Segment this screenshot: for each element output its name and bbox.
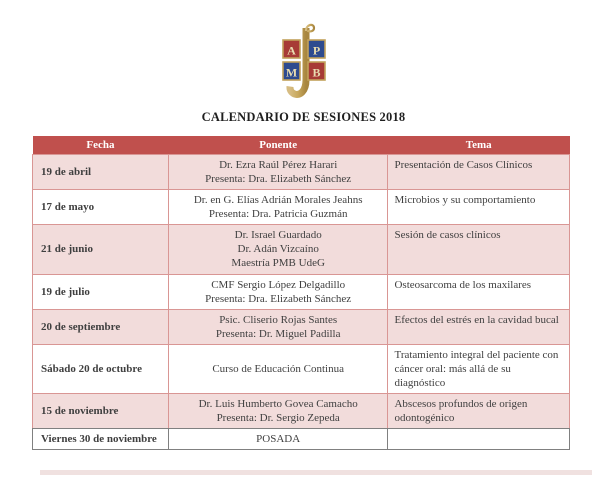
session-presenter-line: Presenta: Dr. Miguel Padilla — [215, 327, 341, 340]
session-topic: Sesión de casos clínicos — [388, 225, 570, 274]
session-row — [33, 429, 570, 450]
col-header-tema: Tema — [388, 136, 570, 155]
session-presenter-line: Dr. en G. Elías Adrián Morales Jeahns — [193, 194, 363, 207]
session-presenter — [168, 429, 388, 450]
session-date: Sábado 20 de octubre — [33, 344, 169, 393]
session-row — [33, 155, 570, 190]
logo-letter-m: M — [285, 65, 297, 80]
sessions-table — [32, 136, 570, 450]
session-presenter-line: Maestría PMB UdeG — [231, 257, 325, 270]
sessions-table-container — [32, 136, 570, 450]
session-presenter-line: POSADA — [256, 433, 301, 446]
session-presenter-line: CMF Sergio López Delgadillo — [211, 278, 346, 291]
session-topic: Efectos del estrés en la cavidad bucal — [388, 309, 570, 344]
session-topic: Tratamiento integral del paciente con cáncer oral: más allá de su diagnóstico — [388, 344, 570, 393]
session-presenter — [168, 274, 388, 309]
session-presenter — [168, 394, 388, 429]
page-title: CALENDARIO DE SESIONES 2018 — [201, 110, 406, 124]
session-row — [33, 190, 570, 225]
logo-letter-a: A — [286, 43, 296, 58]
session-date: 17 de mayo — [33, 190, 169, 225]
session-topic: Abscesos profundos de origen odontogénico — [388, 394, 570, 429]
session-presenter-line: Presenta: Dra. Elizabeth Sánchez — [205, 173, 352, 186]
session-presenter — [168, 225, 388, 274]
session-presenter — [168, 190, 388, 225]
table-header-row — [33, 136, 570, 155]
sessions-table-body — [33, 155, 570, 450]
session-date: 20 de septiembre — [33, 309, 169, 344]
session-presenter-line: Dr. Adán Vizcaíno — [237, 243, 319, 256]
session-date: Viernes 30 de noviembre — [33, 429, 169, 450]
apmb-logo-graphic — [276, 20, 332, 104]
session-presenter — [168, 344, 388, 393]
session-topic: Presentación de Casos Clínicos — [388, 155, 570, 190]
session-date: 19 de abril — [33, 155, 169, 190]
apmb-logo — [276, 20, 332, 104]
session-topic — [388, 429, 570, 450]
col-header-fecha: Fecha — [33, 136, 169, 155]
session-presenter-line: Dr. Israel Guardado — [234, 229, 322, 242]
session-row — [33, 394, 570, 429]
session-row — [33, 309, 570, 344]
session-presenter — [168, 155, 388, 190]
session-date: 15 de noviembre — [33, 394, 169, 429]
session-presenter-line: Presenta: Dra. Elizabeth Sánchez — [205, 292, 352, 305]
session-date: 21 de junio — [33, 225, 169, 274]
table-bottom-strip — [40, 470, 592, 475]
session-row — [33, 225, 570, 274]
session-row — [33, 274, 570, 309]
session-presenter-line: Curso de Educación Continua — [212, 362, 344, 375]
session-presenter-line: Dr. Ezra Raúl Pérez Harari — [219, 159, 338, 171]
session-topic: Microbios y su comportamiento — [388, 190, 570, 225]
session-topic: Osteosarcoma de los maxilares — [388, 274, 570, 309]
session-presenter — [168, 309, 388, 344]
session-presenter-line: Dr. Luis Humberto Govea Camacho — [198, 398, 358, 411]
session-presenter-line: Presenta: Dra. Patricia Guzmán — [208, 208, 348, 221]
session-date: 19 de julio — [33, 274, 169, 309]
col-header-ponente: Ponente — [168, 136, 388, 155]
logo-letter-p: P — [312, 43, 320, 58]
logo-letter-b: B — [311, 65, 321, 80]
session-row — [33, 344, 570, 393]
session-presenter-line: Psic. Cliserio Rojas Santes — [219, 313, 338, 326]
session-presenter-line: Presenta: Dr. Sergio Zepeda — [216, 412, 340, 425]
